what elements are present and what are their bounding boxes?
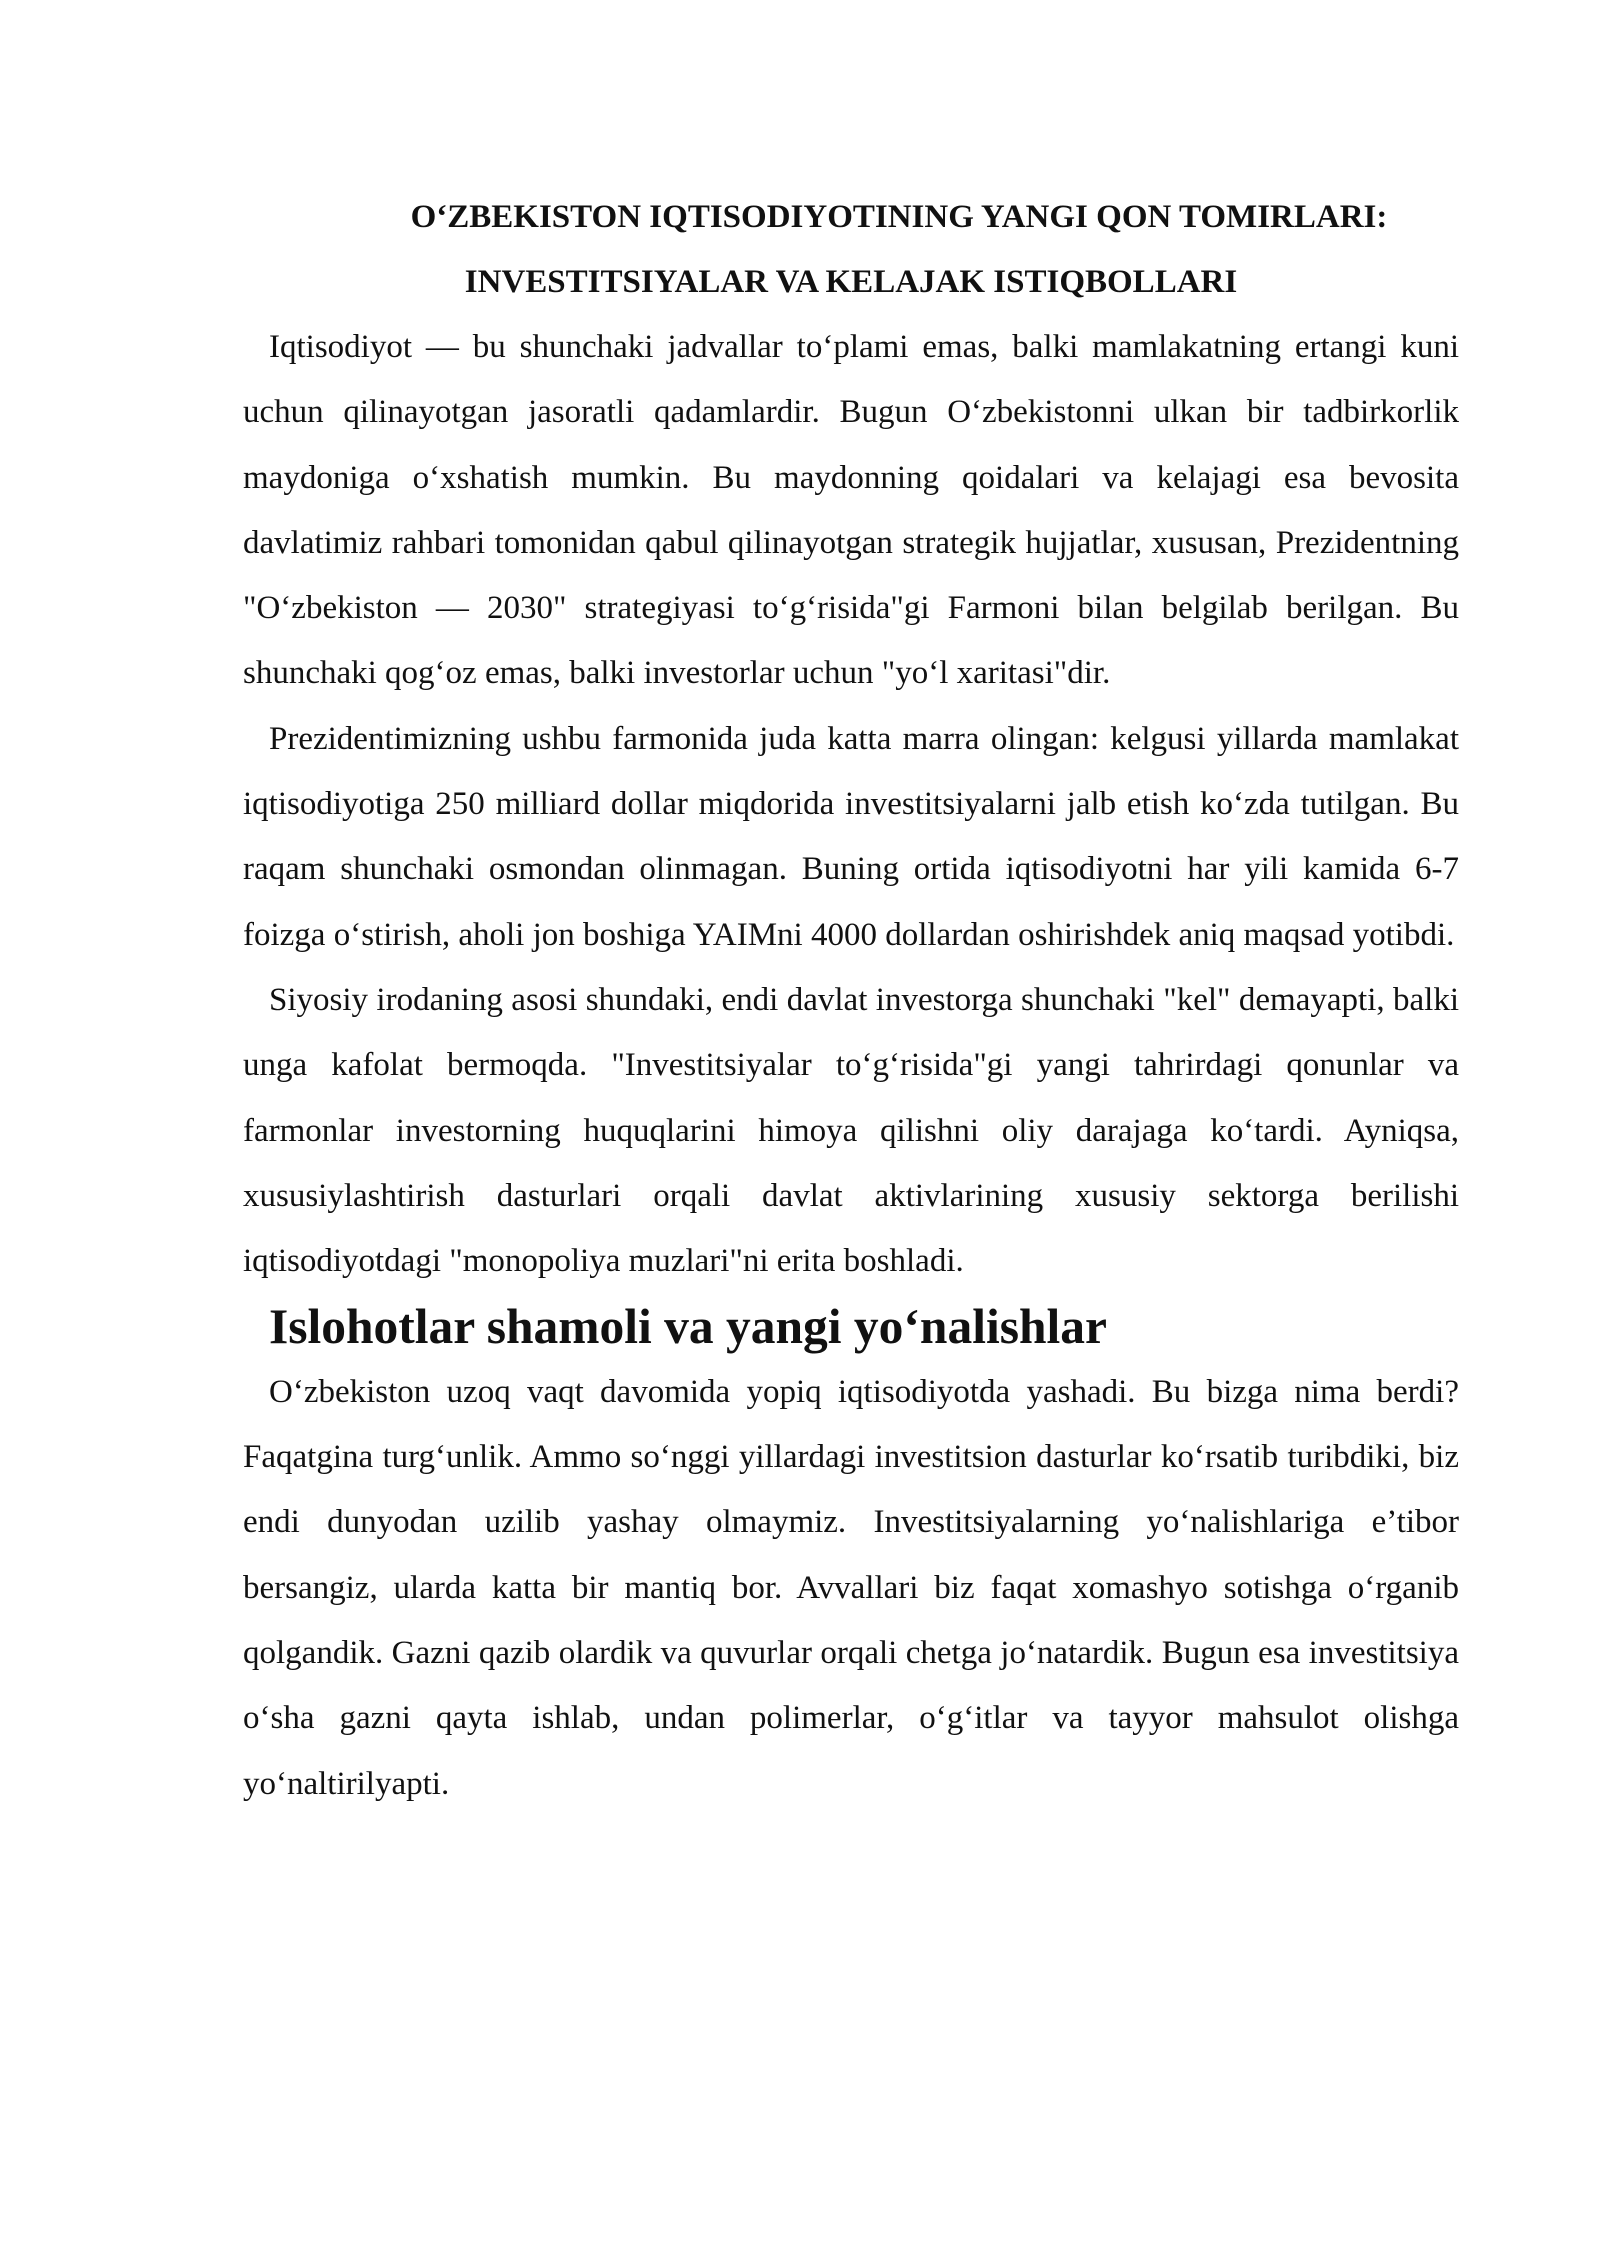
title-line-2: INVESTITSIYALAR VA KELAJAK ISTIQBOLLARI bbox=[464, 264, 1238, 300]
paragraph-4: O‘zbekiston uzoq vaqt davomida yopiq iqtisodiyotda yashadi. Bu bizga nima berdi? Faqatgina turg‘unlik. Ammo so‘nggi yillardagi investitsion dasturlar ko‘rsatib turibdiki, biz endi dunyodan uzilib yashay olmaymiz. Investitsiyalarning yo‘nalishlariga e’tibor bersangiz, ularda katta bir mantiq bor. Avvallari biz faqat xomashyo sotishga o‘rganib qolgandik. Gazni qazib olardik va quvurlar orqali chetga jo‘natardik. Bugun esa investitsiya o‘sha gazni qayta ishlab, undan polimerlar, o‘g‘itlar va tayyor mahsulot olishga yo‘naltirilyapti. bbox=[243, 1373, 1459, 1802]
title-line-1: O‘ZBEKISTON IQTISODIYOTINING YANGI QON TOMIRLARI: bbox=[410, 199, 1388, 235]
document-title bbox=[243, 185, 1459, 315]
section-subheading: Islohotlar shamoli va yangi yo‘nalishlar bbox=[269, 1299, 1107, 1355]
paragraph-3: Siyosiy irodaning asosi shundaki, endi davlat investorga shunchaki "kel" demayapti, balki unga kafolat bermoqda. "Investitsiyalar to‘g‘risida"gi yangi tahrirdagi qonunlar va farmonlar investorning huquqlarini himoya qilishni oliy darajaga ko‘tardi. Ayniqsa, xususiylashtirish dasturlari orqali davlat aktivlarining xususiy sektorga berilishi iqtisodiyotdagi "monopoliya muzlari"ni erita boshladi. bbox=[243, 981, 1459, 1280]
paragraph-1: Iqtisodiyot — bu shunchaki jadvallar to‘plami emas, balki mamlakatning ertangi kuni uchun qilinayotgan jasoratli qadamlardir. Bugun O‘zbekistonni ulkan bir tadbirkorlik maydoniga o‘xshatish mumkin. Bu maydonning qoidalari va kelajagi esa bevosita davlatimiz rahbari tomonidan qabul qilinayotgan strategik hujjatlar, xususan, Prezidentning "O‘zbekiston — 2030" strategiyasi to‘g‘risida"gi Farmoni bilan belgilab berilgan. Bu shunchaki qog‘oz emas, balki investorlar uchun "yo‘l xaritasi"dir. bbox=[243, 329, 1459, 692]
document-body bbox=[243, 185, 1459, 1817]
paragraph-2: Prezidentimizning ushbu farmonida juda katta marra olingan: kelgusi yillarda mamlakat iqtisodiyotiga 250 milliard dollar miqdorida investitsiyalarni jalb etish ko‘zda tutilgan. Bu raqam shunchaki osmondan olinmagan. Buning ortida iqtisodiyotni har yili kamida 6-7 foizga o‘stirish, aholi jon boshiga YAIMni 4000 dollardan oshirishdek aniq maqsad yotibdi. bbox=[243, 720, 1459, 953]
